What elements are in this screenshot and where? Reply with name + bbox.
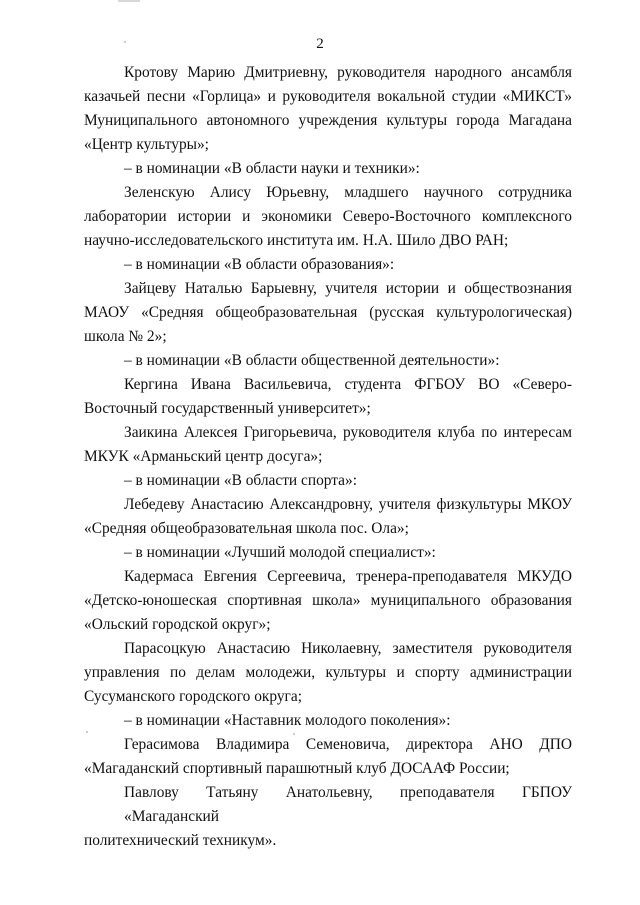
paragraph: [84, 781, 572, 853]
page-number: 2: [316, 36, 324, 52]
text-line: Кротову Марию Дмитриевну, руководителя народного ансамбля: [124, 64, 572, 81]
text-line: – в номинации «Наставник молодого поколения»:: [124, 712, 451, 729]
paragraph: [84, 565, 572, 637]
paragraph: [84, 637, 572, 709]
document-body: [84, 61, 572, 853]
text-line: – в номинации «В области общественной деятельности»:: [124, 352, 500, 369]
paragraph: [84, 157, 572, 181]
text-line: Зайцеву Наталью Барыевну, учителя истории и обществознания: [124, 280, 572, 297]
text-line: научно-исследовательского института им. Н.А. Шило ДВО РАН;: [84, 232, 509, 249]
text-line: «Детско-юношеская спортивная школа» муниципального образования: [84, 592, 572, 609]
text-line: Герасимова Владимира Семеновича, директора АНО ДПО: [124, 736, 572, 753]
text-line: «Средняя общеобразовательная школа пос. Ола»;: [84, 520, 409, 537]
paragraph: [84, 541, 572, 565]
paragraph: [84, 349, 572, 373]
text-line: Заикина Алексея Григорьевича, руководителя клуба по интересам: [124, 424, 572, 441]
paragraph: [84, 733, 572, 781]
text-line: Сусуманского городского округа;: [84, 688, 302, 705]
text-line: МАОУ «Средняя общеобразовательная (русская культурологическая): [84, 304, 572, 321]
paragraph: [84, 493, 572, 541]
text-line: управления по делам молодежи, культуры и спорту администрации: [84, 664, 572, 681]
text-line: лаборатории истории и экономики Северо-Восточного комплексного: [84, 208, 572, 225]
paragraph: [84, 373, 572, 421]
text-line: Кергина Ивана Васильевича, студента ФГБОУ ВО «Северо-: [124, 376, 572, 393]
text-line: «Ольский городской округ»;: [84, 616, 271, 633]
paragraph: [84, 181, 572, 253]
text-line: «Центр культуры»;: [84, 136, 209, 153]
text-line: – в номинации «В области спорта»:: [124, 472, 357, 489]
text-line: Парасоцкую Анастасию Николаевну, заместителя руководителя: [124, 640, 572, 657]
text-line: МКУК «Арманьский центр досуга»;: [84, 448, 323, 465]
scan-artifact: [118, 0, 140, 2]
text-line: Зеленскую Алису Юрьевну, младшего научного сотрудника: [124, 184, 572, 201]
text-line: «Магаданский спортивный парашютный клуб ДОСААФ России;: [84, 760, 510, 777]
text-line: – в номинации «В области науки и техники»:: [124, 160, 420, 177]
paragraph: [84, 253, 572, 277]
text-line: Восточный государственный университет»;: [84, 400, 371, 417]
text-line: Павлову Татьяну Анатольевну, преподавателя ГБПОУ «Магаданский: [124, 784, 572, 825]
text-line: – в номинации «Лучший молодой специалист»:: [124, 544, 436, 561]
paragraph: [84, 709, 572, 733]
text-line: Лебедеву Анастасию Александровну, учителя физкультуры МКОУ: [124, 496, 572, 513]
paragraph: [84, 469, 572, 493]
text-line: школа № 2»;: [84, 328, 167, 345]
text-line: – в номинации «В области образования»:: [124, 256, 395, 273]
paragraph: [84, 61, 572, 157]
paragraph: [84, 421, 572, 469]
text-line: казачьей песни «Горлица» и руководителя вокальной студии «МИКСТ»: [84, 88, 572, 105]
text-line: Кадермаса Евгения Сергеевича, тренера-преподавателя МКУДО: [124, 568, 572, 585]
text-line: политехнический техникум».: [84, 832, 277, 849]
text-line: Муниципального автономного учреждения культуры города Магадана: [84, 112, 572, 129]
paragraph: [84, 277, 572, 349]
